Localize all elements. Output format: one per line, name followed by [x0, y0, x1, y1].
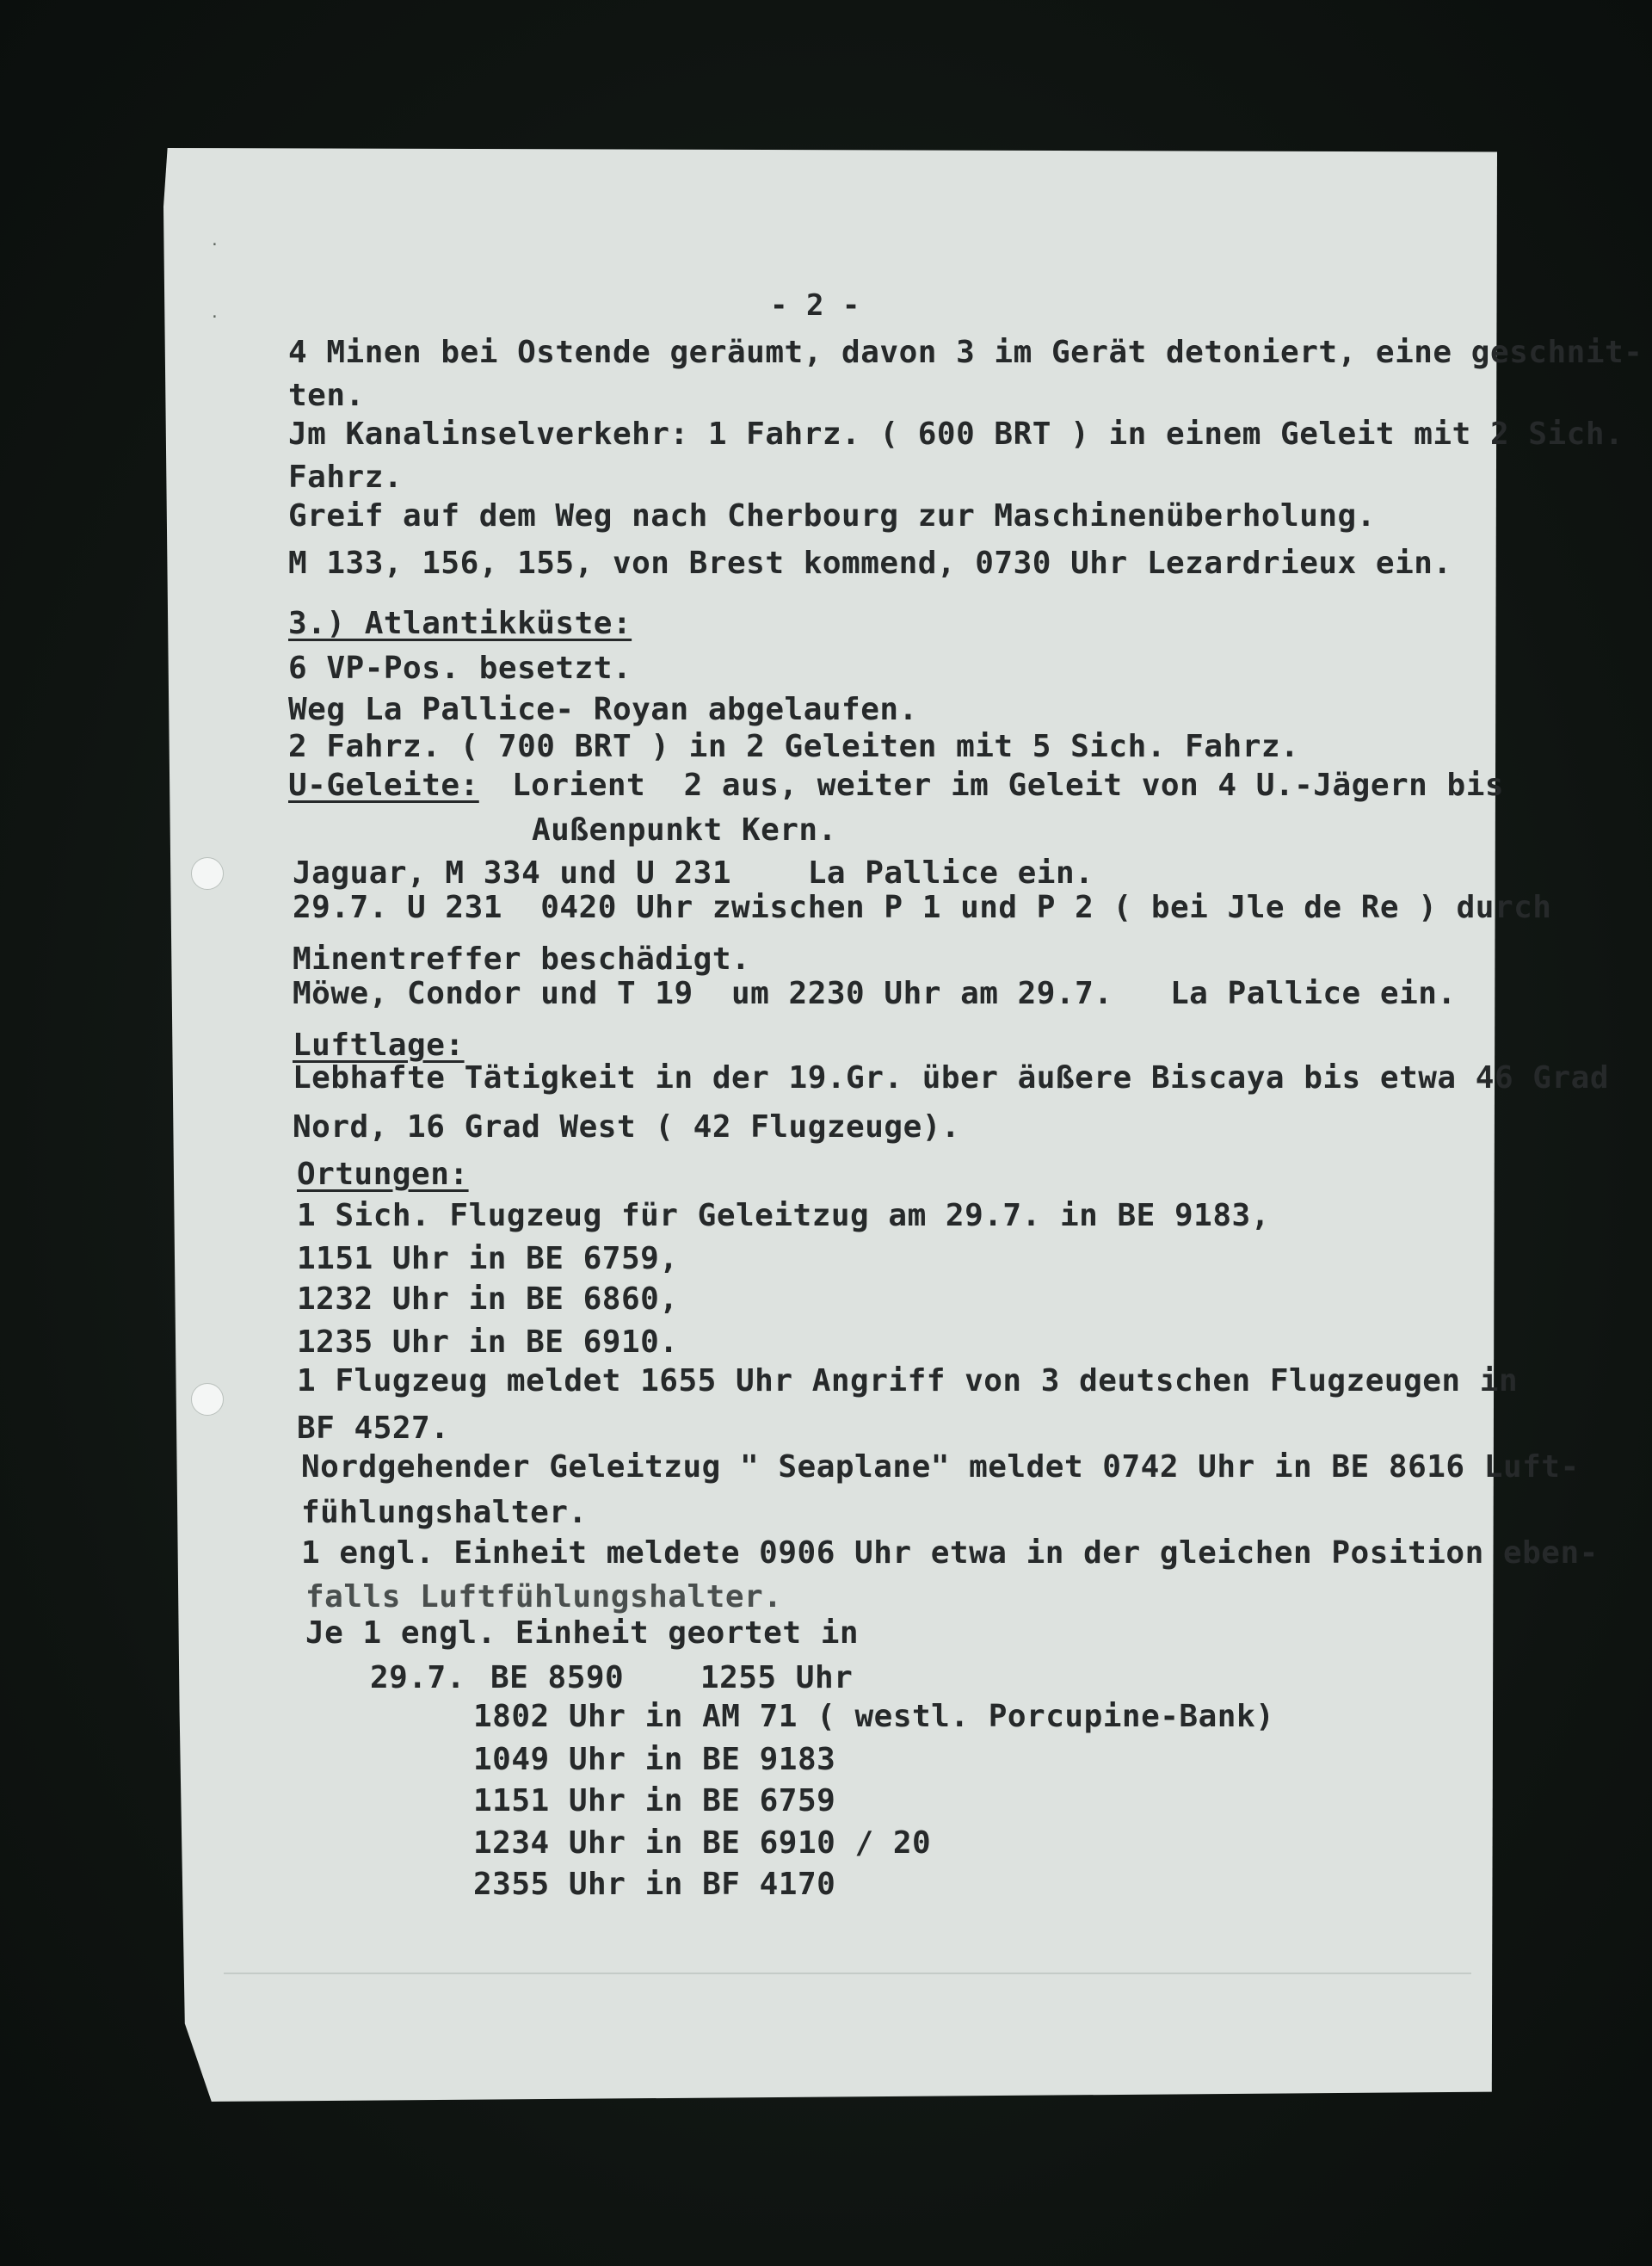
text-line: Jaguar, M 334 und U 231 La Pallice ein. — [293, 855, 1094, 891]
text-line: Minentreffer beschädigt. — [293, 942, 751, 977]
text-line: BF 4527. — [297, 1411, 450, 1446]
text-line: fühlungshalter. — [301, 1495, 588, 1530]
sighting-entry: 2355 Uhr in BF 4170 — [473, 1867, 836, 1902]
text-line: 1 Flugzeug meldet 1655 Uhr Angriff von 3 deutschen Flugzeugen in — [297, 1363, 1519, 1398]
sighting-date: 29.7. — [370, 1660, 465, 1695]
text-line: falls Luftfühlungshalter. — [305, 1579, 783, 1615]
section-heading-luftlage: Luftlage: — [293, 1028, 465, 1063]
text-line: ten. — [288, 378, 365, 413]
text-line: 6 VP-Pos. besetzt. — [288, 651, 632, 686]
page-number: - 2 - — [770, 288, 860, 323]
text-line: 1235 Uhr in BE 6910. — [297, 1324, 679, 1360]
text-line: Fahrz. — [288, 460, 404, 495]
sighting-entry: 1151 Uhr in BE 6759 — [473, 1783, 836, 1818]
text-line: M 133, 156, 155, von Brest kommend, 0730 Uhr Lezardrieux ein. — [288, 546, 1452, 581]
text-line: 2 Fahrz. ( 700 BRT ) in 2 Geleiten mit 5 Sich. Fahrz. — [288, 729, 1300, 764]
text-line: Weg La Pallice- Royan abgelaufen. — [288, 692, 918, 727]
text-line: Nord, 16 Grad West ( 42 Flugzeuge). — [293, 1109, 961, 1145]
text-line: Lorient 2 aus, weiter im Geleit von 4 U.-Jägern bis — [512, 768, 1505, 803]
sighting-entry: 1802 Uhr in AM 71 ( westl. Porcupine-Bank) — [473, 1699, 1275, 1734]
sighting-entry: 1049 Uhr in BE 9183 — [473, 1742, 836, 1777]
paper-speck: · — [210, 236, 219, 254]
text-line: 1 engl. Einheit meldete 0906 Uhr etwa in der gleichen Position eben- — [301, 1535, 1599, 1571]
sighting-entry: 1234 Uhr in BE 6910 / 20 — [473, 1825, 932, 1861]
text-line: 1151 Uhr in BE 6759, — [297, 1241, 679, 1276]
text-line: Nordgehender Geleitzug " Seaplane" meldet 0742 Uhr in BE 8616 Luft- — [301, 1449, 1580, 1485]
paper-speck: · — [210, 308, 219, 326]
u-geleite-label: U-Geleite: — [288, 768, 479, 803]
text-line: Möwe, Condor und T 19 um 2230 Uhr am 29.7. La Pallice ein. — [293, 976, 1457, 1011]
text-line: 1232 Uhr in BE 6860, — [297, 1281, 679, 1317]
section-heading-atlantikkueste: 3.) Atlantikküste: — [288, 606, 632, 641]
text-line: Greif auf dem Weg nach Cherbourg zur Maschinenüberholung. — [288, 498, 1376, 534]
section-heading-ortungen: Ortungen: — [297, 1157, 469, 1192]
text-line: Je 1 engl. Einheit geortet in — [305, 1615, 860, 1651]
text-line: Jm Kanalinselverkehr: 1 Fahrz. ( 600 BRT ) in einem Geleit mit 2 Sich. — [288, 417, 1624, 452]
text-line: 1 Sich. Flugzeug für Geleitzug am 29.7. in BE 9183, — [297, 1198, 1270, 1233]
sighting-entry: BE 8590 1255 Uhr — [490, 1660, 854, 1695]
text-line: Außenpunkt Kern. — [532, 812, 837, 848]
text-line: Lebhafte Tätigkeit in der 19.Gr. über äußere Biscaya bis etwa 46 Grad — [293, 1060, 1609, 1096]
text-line: 29.7. U 231 0420 Uhr zwischen P 1 und P 2 ( bei Jle de Re ) durch — [293, 890, 1552, 925]
text-line: 4 Minen bei Ostende geräumt, davon 3 im Gerät detoniert, eine geschnit- — [288, 335, 1643, 370]
